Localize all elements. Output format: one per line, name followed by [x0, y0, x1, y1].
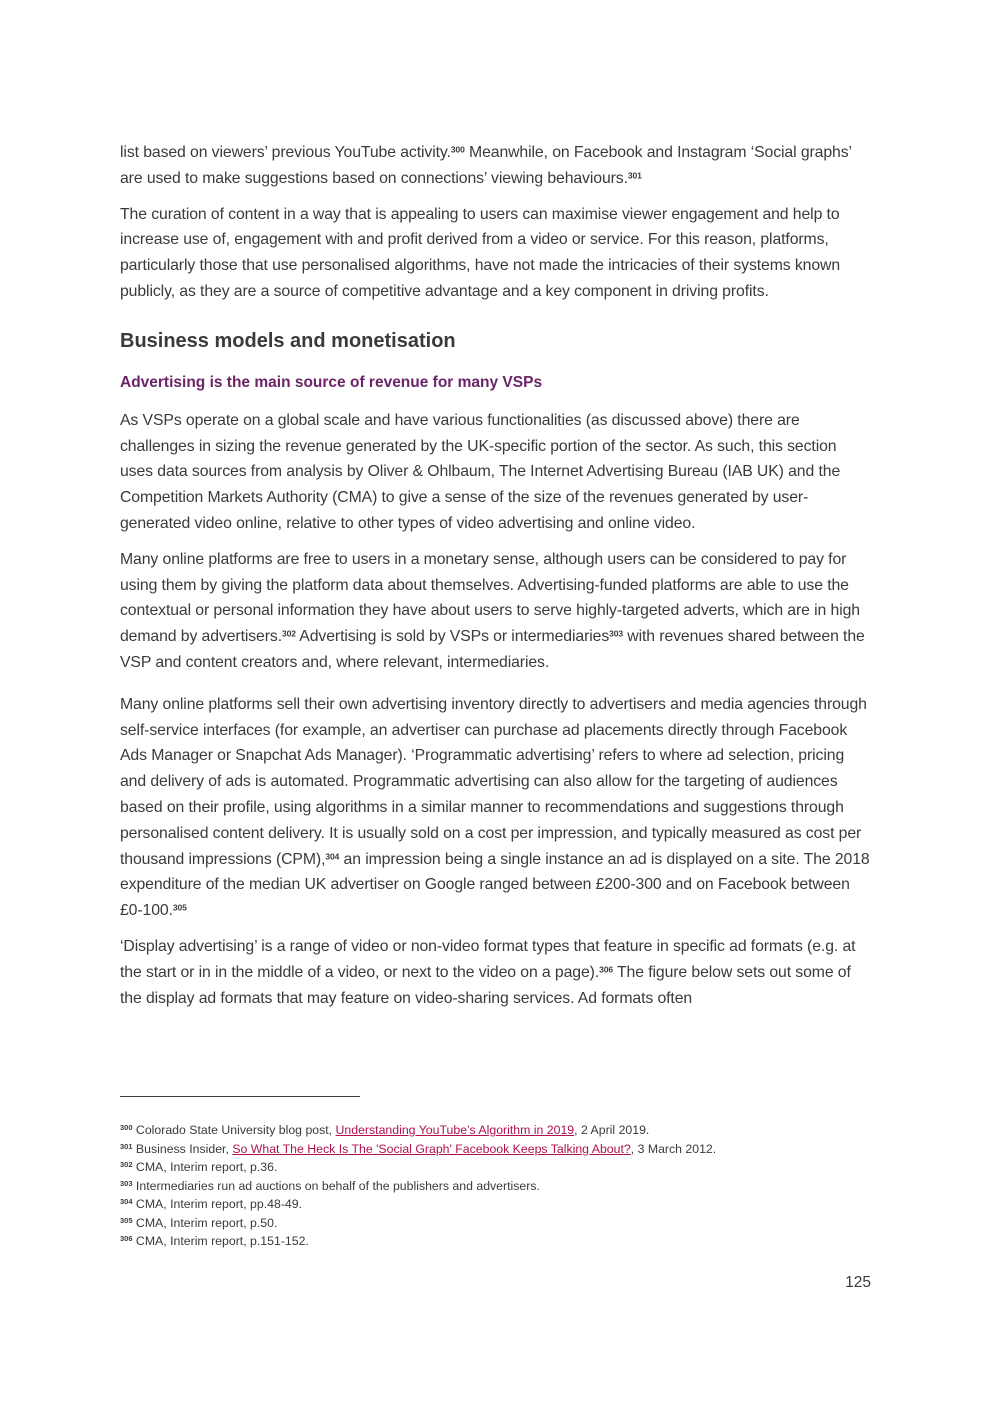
footnote-number: 302	[120, 1159, 133, 1169]
footnote-text: Colorado State University blog post,	[132, 1123, 336, 1137]
paragraph-text: Advertising is sold by VSPs or intermediaries	[295, 628, 610, 646]
footnote-303	[120, 1177, 872, 1196]
footnote-number: 301	[120, 1141, 133, 1151]
paragraph-text: The figure below sets out some of the display ad formats that may feature on video-sharing services. Ad formats often	[120, 963, 851, 1007]
footnote-text: Business Insider,	[132, 1141, 233, 1156]
footnote-link[interactable]: Understanding YouTube’s Algorithm in 2019	[335, 1123, 575, 1137]
footnote-302	[120, 1158, 872, 1177]
paragraph-text: Many online platforms are free to users in a monetary sense, although users can be considered to pay for using them by giving the platform data about themselves. Advertising-funded platforms are able to use the contextual or personal information they have about users to serve highly-targeted adverts, which are in high demand by advertisers.	[120, 550, 860, 646]
paragraph-4	[120, 547, 872, 676]
footnote-link[interactable]: So What The Heck Is The 'Social Graph' Facebook Keeps Talking About?	[232, 1141, 631, 1156]
footnote-number: 300	[120, 1122, 133, 1132]
footnote-ref-301[interactable]: 301	[627, 170, 642, 181]
section-heading: Business models and monetisation	[120, 329, 456, 352]
footnote-text: CMA, Interim report, pp.48-49.	[132, 1197, 303, 1211]
footnotes	[120, 1121, 872, 1251]
footnote-306	[120, 1232, 872, 1251]
footnote-number: 306	[120, 1233, 133, 1243]
footnote-text: CMA, Interim report, p.151-152.	[132, 1234, 309, 1248]
footnote-number: 304	[120, 1196, 133, 1206]
footnote-ref-306[interactable]: 306	[599, 964, 613, 975]
footnote-text: CMA, Interim report, p.36.	[132, 1160, 278, 1174]
footnote-ref-304[interactable]: 304	[325, 850, 340, 861]
footnote-text: Intermediaries run ad auctions on behalf of the publishers and advertisers.	[132, 1178, 540, 1193]
footnote-ref-302[interactable]: 302	[282, 628, 296, 639]
footnote-number: 305	[120, 1215, 133, 1225]
footnote-ref-303[interactable]: 303	[609, 628, 624, 639]
paragraph-text: list based on viewers’ previous YouTube activity.	[120, 144, 451, 161]
page-number: 125	[845, 1274, 871, 1291]
footnote-number: 303	[120, 1178, 133, 1188]
paragraph-text: with revenues shared between the VSP and content creators and, where relevant, intermediaries.	[120, 628, 865, 671]
footnote-305	[120, 1214, 872, 1233]
footnote-text: , 2 April 2019.	[574, 1123, 650, 1137]
footnote-304	[120, 1195, 872, 1214]
footnote-divider	[120, 1096, 360, 1097]
paragraph-1	[120, 140, 872, 192]
paragraph-text: ‘Display advertising’ is a range of video or non-video format types that feature in specific ad formats (e.g. at the start or in in the middle of a video, or next to the video on a page).	[120, 937, 856, 981]
footnote-ref-300[interactable]: 300	[450, 144, 465, 155]
page-body	[120, 140, 872, 1021]
paragraph-text: an impression being a single instance an ad is displayed on a site. The 2018 expenditure of the median UK advertiser on Google ranged between £200-300 and on Facebook between £0-100.	[120, 850, 870, 920]
paragraph-6	[120, 934, 872, 1011]
paragraph-text: Many online platforms sell their own advertising inventory directly to advertisers and media agencies through self-service interfaces (for example, an advertiser can purchase ad placements directly through Facebook Ads Manager or Snapchat Ads Manager). ‘Programmatic advertising’ refers to where ad selection, pricing and delivery of ads is automated. Programmatic advertising can also allow for the targeting of audiences based on their profile, using algorithms in a similar manner to recommendations and suggestions through personalised content delivery. It is usually sold on a cost per impression, and typically measured as cost per thousand impressions (CPM),	[120, 695, 867, 868]
paragraph-3: As VSPs operate on a global scale and have various functionalities (as discussed above) there are challenges in sizing the revenue generated by the UK-specific portion of the sector. As such, this section uses data sources from analysis by Oliver & Ohlbaum, The Internet Advertising Bureau (IAB UK) and the Competition Markets Authority (CMA) to give a sense of the size of the revenues generated by user-generated video online, relative to other types of video advertising and online video.	[120, 411, 841, 532]
paragraph-2: The curation of content in a way that is appealing to users can maximise viewer engagement and help to increase use of, engagement with and profit derived from a video or service. For this reason, platforms, particularly those that use personalised algorithms, have not made the intricacies of their systems known publicly, as they are a source of competitive advantage and a key component in driving profits.	[120, 205, 841, 300]
footnote-text: CMA, Interim report, p.50.	[132, 1215, 278, 1230]
footnote-text: , 3 March 2012.	[630, 1141, 717, 1156]
footnote-301	[120, 1140, 872, 1159]
paragraph-5	[120, 692, 872, 924]
subsection-heading: Advertising is the main source of revenue for many VSPs	[120, 373, 543, 391]
footnote-ref-305[interactable]: 305	[172, 902, 187, 913]
footnote-300	[120, 1121, 872, 1140]
paragraph-text: Meanwhile, on Facebook and Instagram ‘Social graphs’ are used to make suggestions based on connections’ viewing behaviours.	[120, 144, 852, 187]
